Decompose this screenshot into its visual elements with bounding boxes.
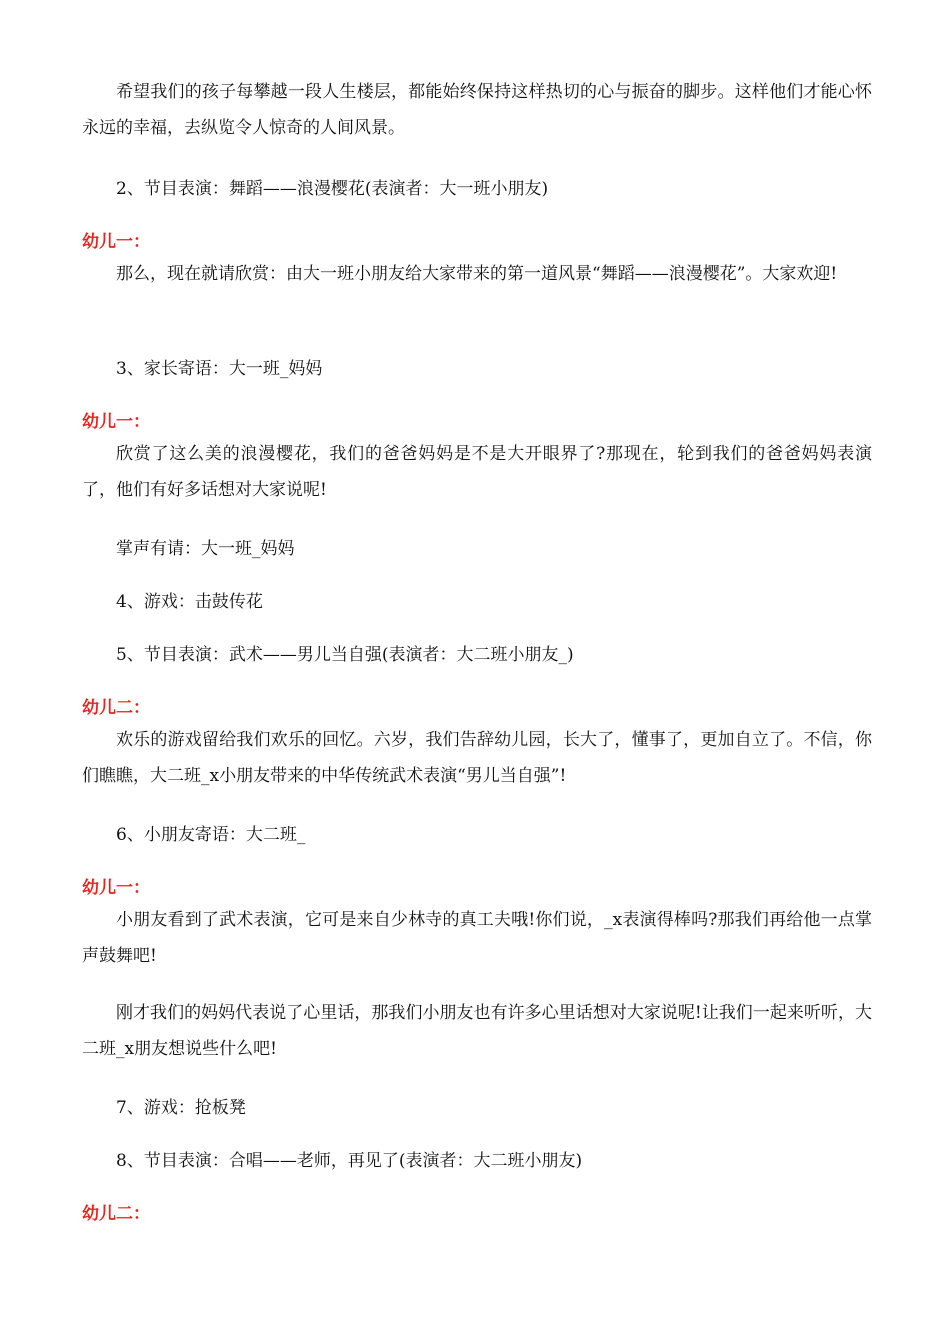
program-item: 3、家长寄语：大一班_妈妈: [116, 359, 323, 379]
program-item: 5、节目表演：武术——男儿当自强(表演者：大二班小朋友_): [116, 645, 574, 665]
paragraph: 欣赏了这么美的浪漫樱花，我们的爸爸妈妈是不是大开眼界了?那现在，轮到我们的爸爸妈妈表演了，他们有好多话想对大家说呢!: [82, 444, 872, 500]
program-item: 8、节目表演：合唱——老师，再见了(表演者：大二班小朋友): [116, 1151, 583, 1171]
program-item: 4、游戏：击鼓传花: [116, 592, 263, 612]
speaker-label: 幼儿一：: [82, 878, 150, 898]
program-item: 6、小朋友寄语：大二班_: [116, 825, 306, 845]
paragraph: 小朋友看到了武术表演，它可是来自少林寺的真工夫哦!你们说，_x表演得棒吗?那我们再给他一点掌声鼓舞吧!: [82, 910, 872, 966]
program-item: 7、游戏：抢板凳: [116, 1098, 246, 1118]
program-item: 掌声有请：大一班_妈妈: [116, 539, 295, 559]
speaker-label: 幼儿一：: [82, 232, 150, 252]
paragraph: 刚才我们的妈妈代表说了心里话，那我们小朋友也有许多心里话想对大家说呢!让我们一起来听听，大二班_x朋友想说些什么吧!: [82, 1003, 872, 1059]
paragraph: 欢乐的游戏留给我们欢乐的回忆。六岁，我们告辞幼儿园，长大了，懂事了，更加自立了。不信，你们瞧瞧，大二班_x小朋友带来的中华传统武术表演“男儿当自强”!: [82, 730, 872, 786]
speaker-label: 幼儿二：: [82, 698, 150, 718]
speaker-label: 幼儿一：: [82, 412, 150, 432]
paragraph: 那么，现在就请欣赏：由大一班小朋友给大家带来的第一道风景“舞蹈——浪漫樱花”。大家欢迎!: [116, 264, 838, 284]
program-item: 2、节目表演：舞蹈——浪漫樱花(表演者：大一班小朋友): [116, 179, 549, 199]
speaker-label: 幼儿二：: [82, 1204, 150, 1224]
paragraph: 希望我们的孩子每攀越一段人生楼层，都能始终保持这样热切的心与振奋的脚步。这样他们才能心怀永远的幸福，去纵览令人惊奇的人间风景。: [82, 82, 872, 138]
